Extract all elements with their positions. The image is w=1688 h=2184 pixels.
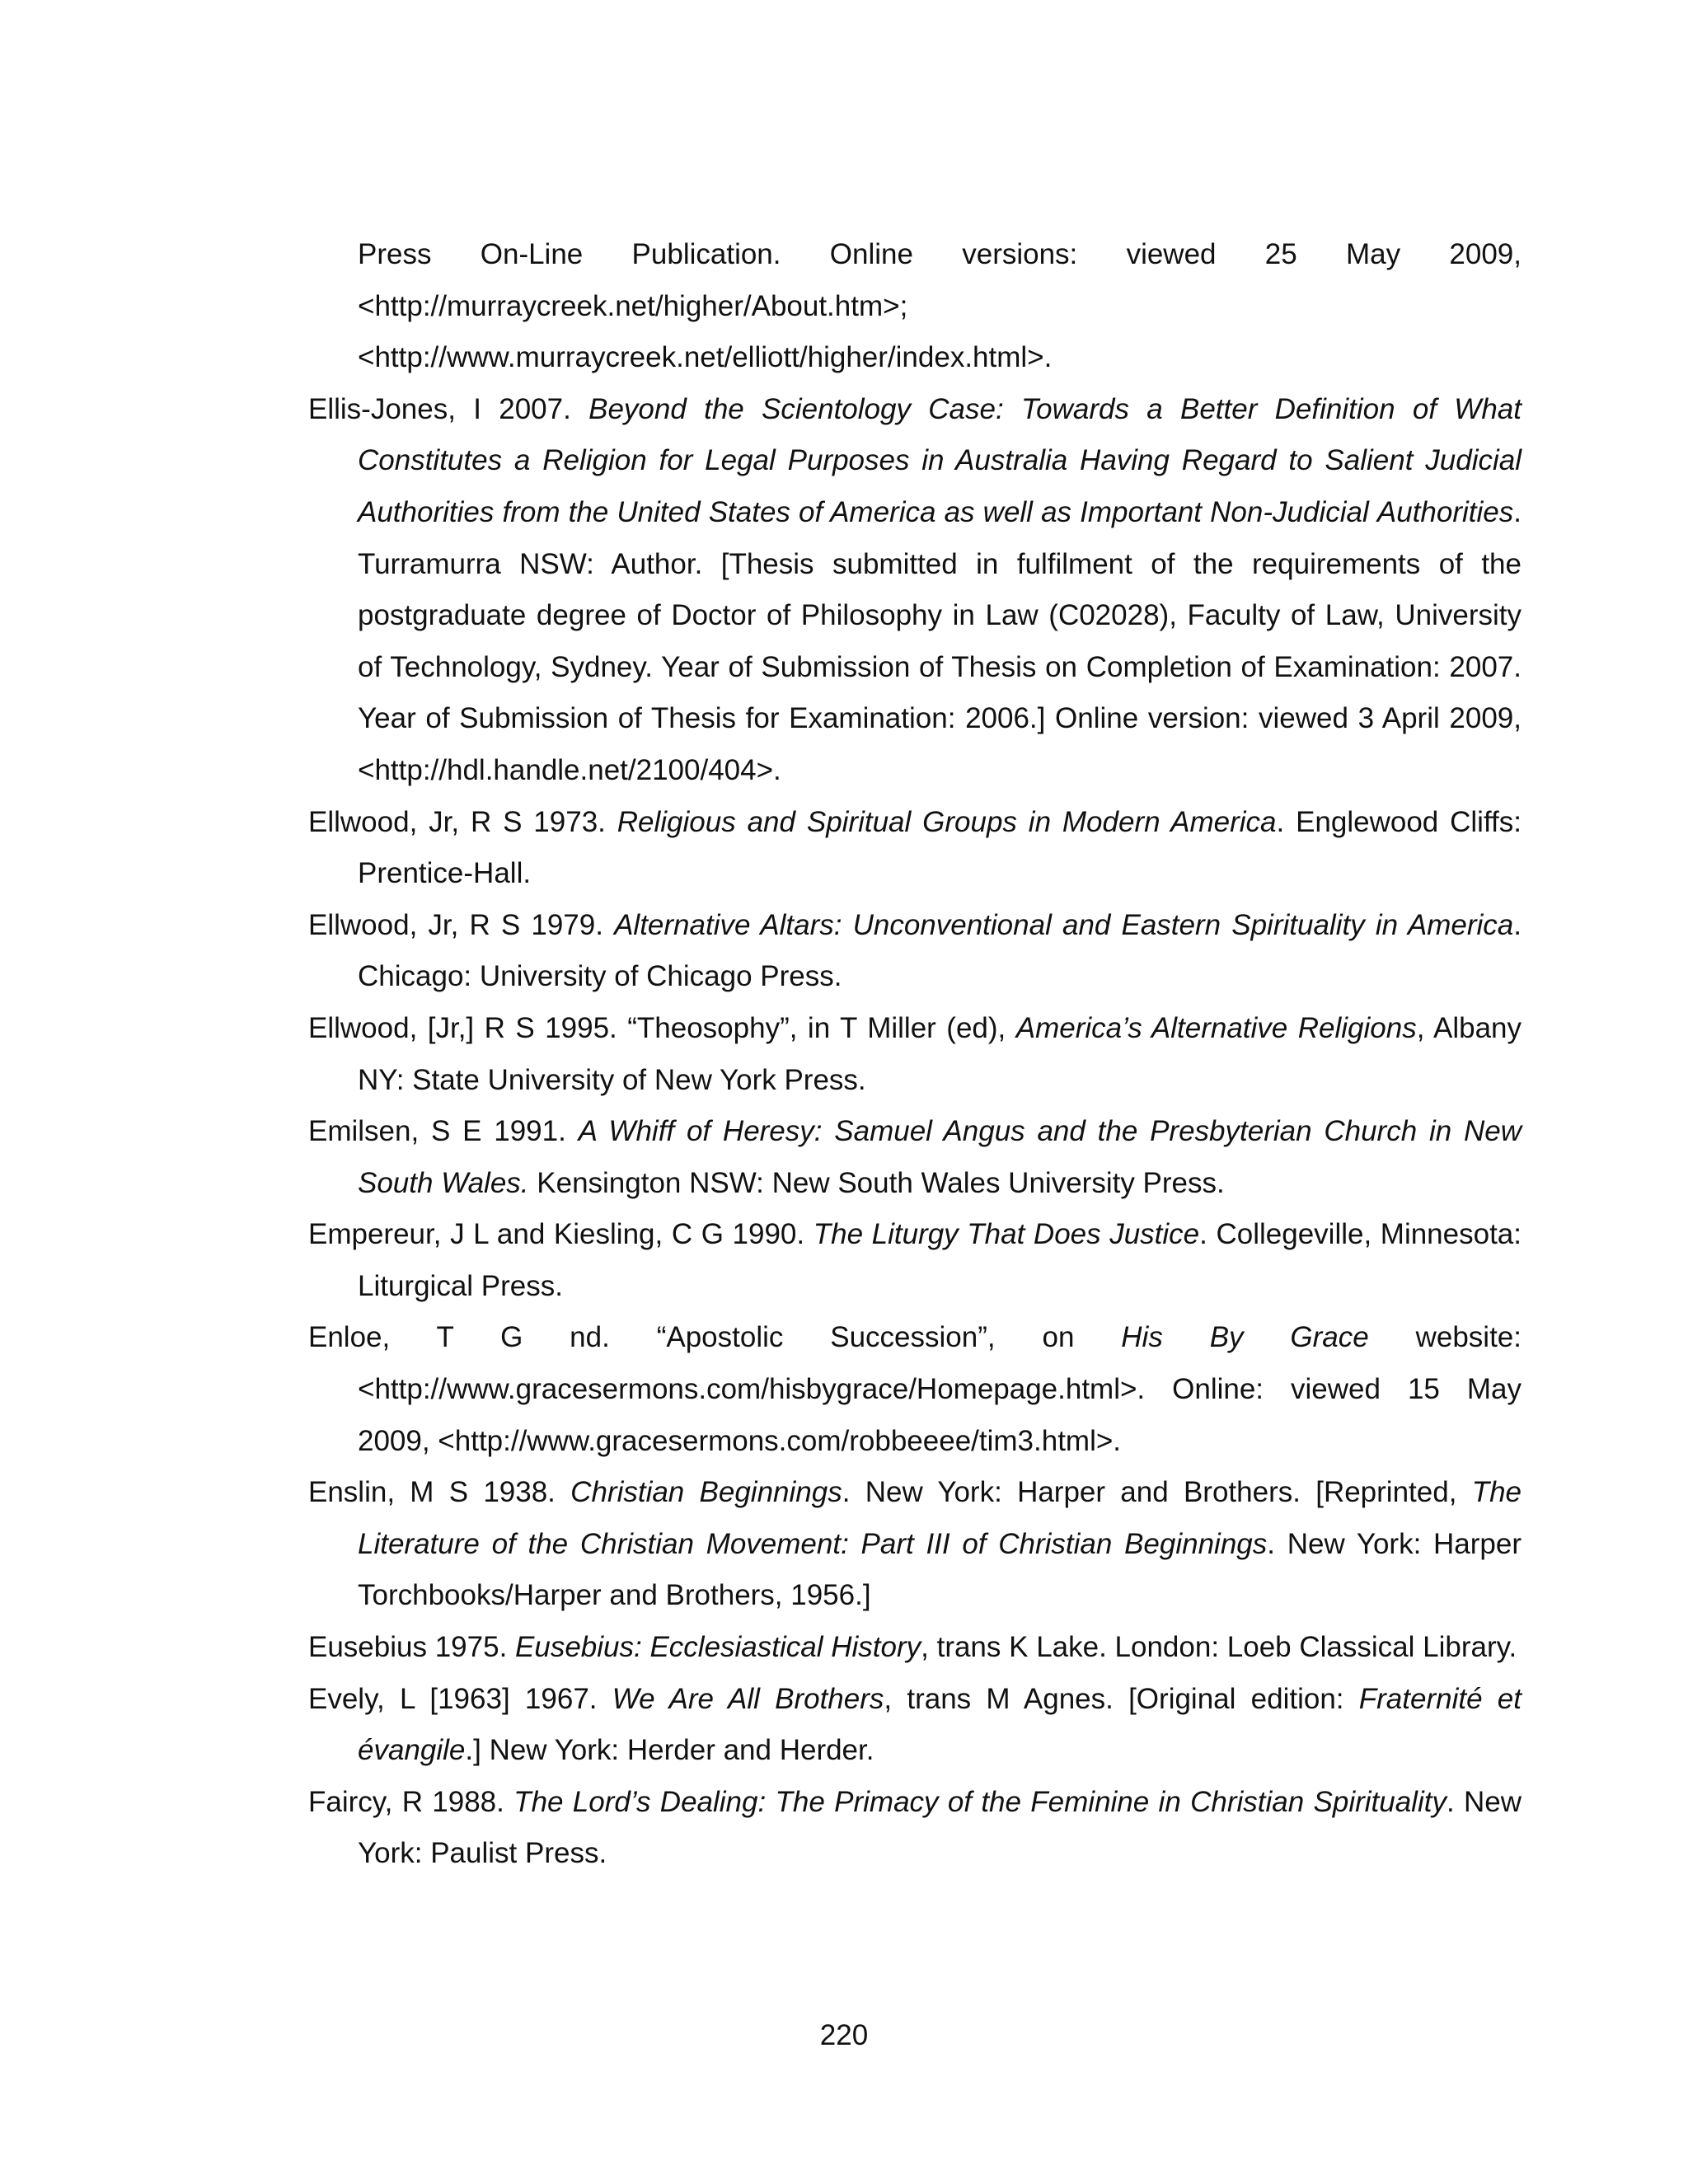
reference-text: . Chicago: University of Chicago Press. (358, 908, 1522, 993)
reference-title-text: The Literature of the Christian Movement: Part III of Christian Beginnings (358, 1476, 1522, 1560)
reference-text: , Albany NY: State University of New York Press. (358, 1011, 1522, 1096)
reference-text: . New York: Paulist Press. (358, 1785, 1522, 1870)
reference-text: , trans M Agnes. [Original edition: (884, 1682, 1359, 1715)
reference-text: <http://murraycreek.net/higher/About.htm>; (358, 289, 908, 322)
reference-entry (308, 1312, 1522, 1364)
reference-text: Press On-Line Publication. Online versions: viewed 25 May 2009, (358, 238, 1522, 270)
reference-text: , trans K Lake. London: Loeb Classical Library. (921, 1631, 1517, 1664)
reference-entry-continuation (308, 1416, 1522, 1468)
reference-text: Ellwood, Jr, R S 1973. (308, 805, 617, 838)
reference-text: Online version: viewed 3 April 2009, <http://hdl.handle.net/2100/404>. (358, 702, 1522, 786)
reference-entry (308, 900, 1522, 1003)
reference-entry (308, 1467, 1522, 1622)
reference-entry-continuation (308, 229, 1522, 384)
reference-title-text: Authorities from the United States of America as well as Important Non-Judicial (358, 495, 1369, 528)
reference-title-text: Alternative Altars: Unconventional and Eastern Spirituality in America (614, 908, 1514, 941)
page-number: 220 (819, 2019, 869, 2051)
reference-title-text: Christian Beginnings (570, 1476, 842, 1509)
reference-title-text: Fraternité et évangile (358, 1682, 1522, 1767)
reference-text: Faircy, R 1988. (308, 1785, 514, 1818)
reference-entry (308, 1003, 1522, 1106)
reference-text: Empereur, J L and Kiesling, C G 1990. (308, 1218, 814, 1251)
reference-text: <http://www.gracesermons.com/hisbygrace/Homepage.html>. Online: viewed 15 May (358, 1373, 1522, 1406)
reference-text: Eusebius 1975. (308, 1631, 516, 1664)
reference-text: 2009, <http://www.gracesermons.com/robbeeee/tim3.html>. (358, 1424, 1122, 1457)
reference-entry (308, 1674, 1522, 1777)
reference-title-text: America’s Alternative Religions (1015, 1011, 1417, 1044)
reference-entry (308, 384, 1522, 797)
reference-text: . New York: Harper Torchbooks/Harper and Brothers, 1956.] (358, 1527, 1522, 1612)
reference-entry (308, 797, 1522, 900)
reference-title-text: His By Grace (1121, 1321, 1369, 1354)
reference-text: <http://www.murraycreek.net/elliott/higher/index.html>. (358, 341, 1053, 374)
reference-text: Evely, L [1963] 1967. (308, 1682, 612, 1715)
reference-title-text: The Liturgy That Does Justice (813, 1218, 1200, 1251)
reference-title-text: Eusebius: Ecclesiastical History (515, 1631, 921, 1664)
reference-text: . Englewood Cliffs: Prentice-Hall. (358, 805, 1522, 890)
reference-text: requirements of the postgraduate degree of Doctor of Philosophy in Law (C02028), (358, 547, 1522, 632)
reference-list (308, 229, 1522, 1880)
reference-title-text: Authorities (1376, 495, 1514, 528)
reference-text: Faculty of Law, University of Technology, Sydney. Year of Submission of Thesis on (358, 599, 1522, 683)
reference-entry (308, 1622, 1522, 1674)
reference-text: Ellis-Jones, I 2007. (308, 392, 589, 425)
reference-text: Completion of Examination: 2007. Year of Submission of Thesis for Examination: 2006.] (358, 650, 1522, 735)
reference-title-text: Religious and Spiritual Groups in Modern America (617, 805, 1277, 838)
reference-text: . Turramurra NSW: Author. [Thesis submitted in fulfilment of the (358, 495, 1522, 580)
reference-entry (308, 1209, 1522, 1312)
reference-text: . Collegeville, Minnesota: Liturgical Press. (358, 1218, 1522, 1302)
reference-text: Enslin, M S 1938. (308, 1476, 571, 1509)
reference-title-text: A Whiff of Heresy: Samuel Angus and the Presbyterian Church in New South Wales. (358, 1115, 1522, 1199)
reference-text: Ellwood, [Jr,] R S 1995. “Theosophy”, in T Miller (ed), (308, 1011, 1016, 1044)
reference-text: Emilsen, S E 1991. (308, 1115, 579, 1148)
reference-text: Enloe, T G nd. “Apostolic Succession”, on (308, 1321, 1122, 1354)
reference-text: Ellwood, Jr, R S 1979. (308, 908, 615, 941)
reference-text: website: (1368, 1321, 1522, 1354)
reference-entry-continuation (308, 1364, 1522, 1416)
reference-title-text: The Lord’s Dealing: The Primacy of the Feminine in Christian Spirituality (513, 1785, 1447, 1818)
reference-text: Kensington NSW: New South Wales University Press. (528, 1166, 1225, 1199)
reference-text: .] New York: Herder and Herder. (465, 1734, 874, 1767)
reference-text: . New York: Harper and Brothers. [Reprinted, (842, 1476, 1472, 1509)
reference-title-text: Constitutes a Religion for Legal Purposes in Australia Having Regard to Salient Judicial (358, 444, 1522, 477)
reference-entry (308, 1106, 1522, 1209)
reference-entry (308, 1777, 1522, 1880)
reference-title-text: Beyond the Scientology Case: Towards a Better Definition of What (588, 392, 1522, 425)
reference-title-text: We Are All Brothers (612, 1682, 884, 1715)
